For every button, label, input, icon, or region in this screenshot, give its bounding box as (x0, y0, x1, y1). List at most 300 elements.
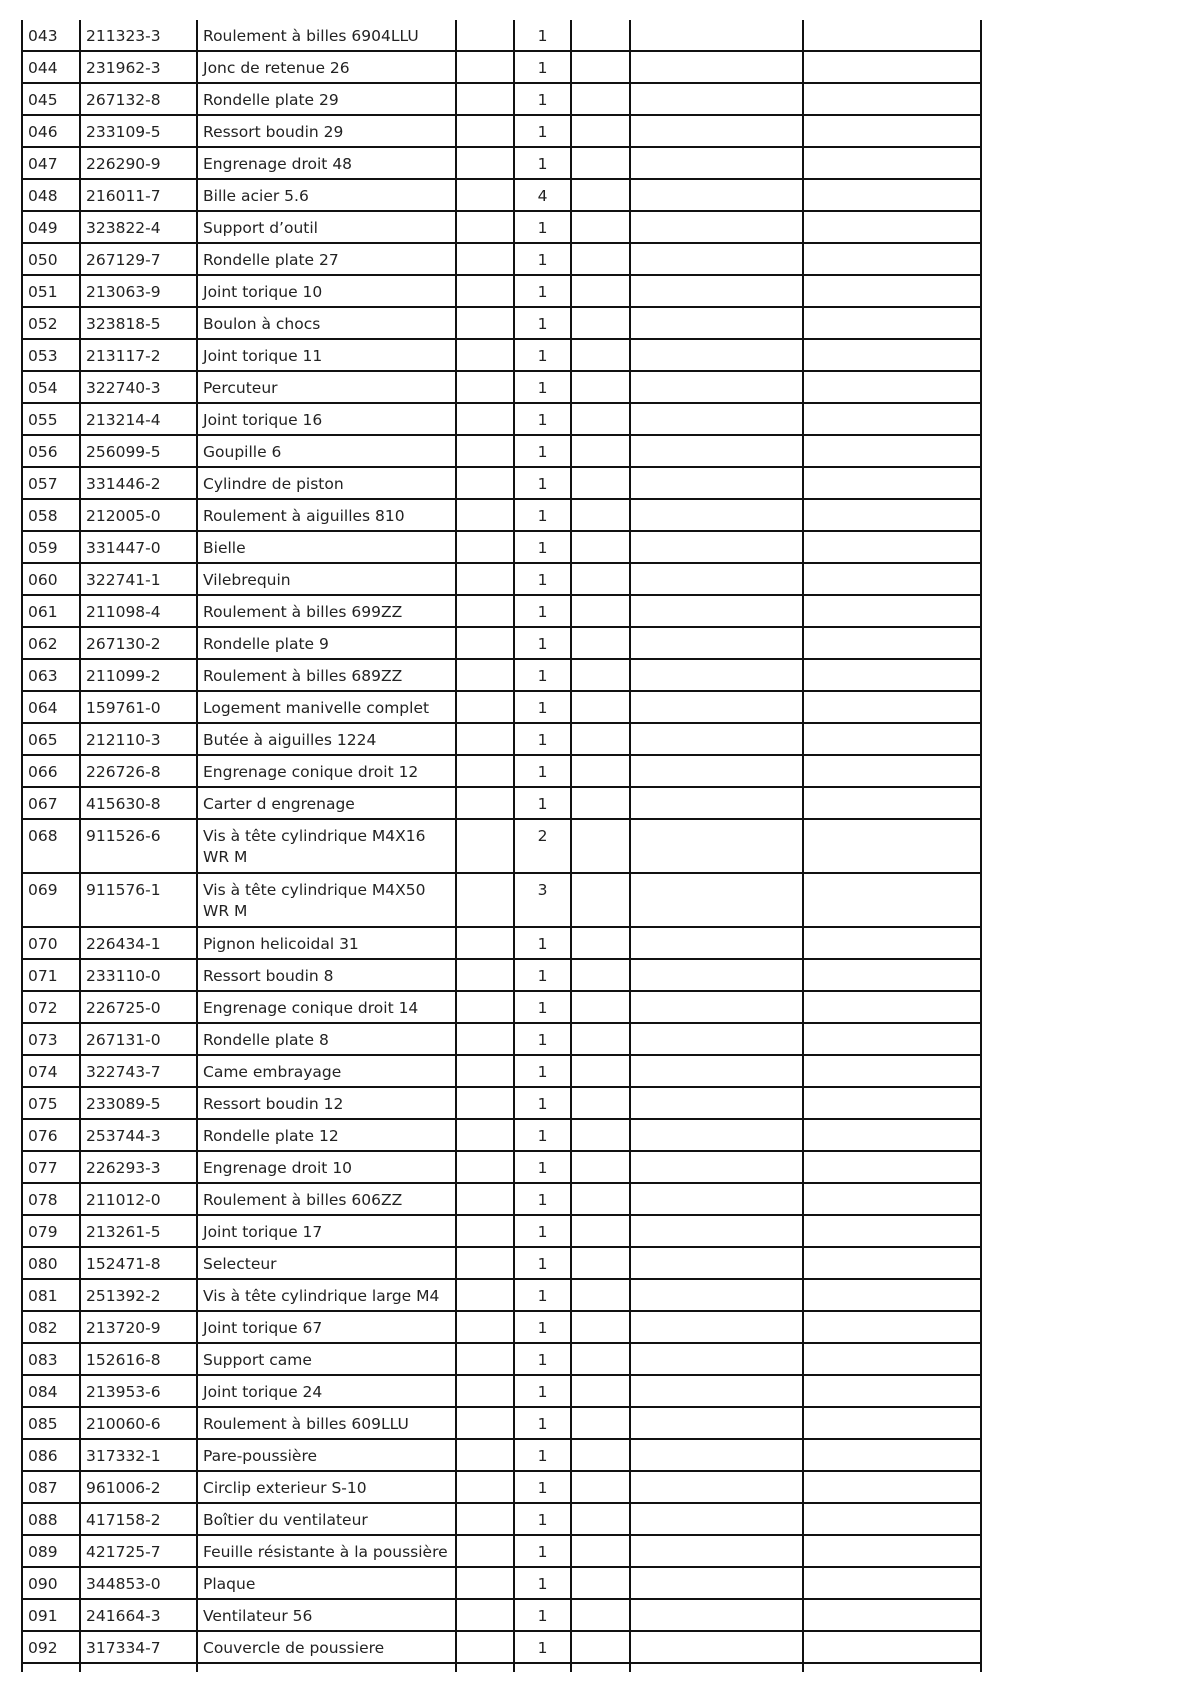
description-cell: Joint torique 10 (197, 275, 456, 307)
empty-cell (571, 873, 630, 927)
description-cell: Ressort boudin 8 (197, 959, 456, 991)
reference-cell: 317332-1 (80, 1439, 197, 1471)
empty-cell (571, 467, 630, 499)
empty-cell (456, 927, 514, 959)
reference-cell: 323818-5 (80, 307, 197, 339)
description-cell: Feuille résistante à la poussière (197, 1535, 456, 1567)
description-cell: Roulement à billes 689ZZ (197, 659, 456, 691)
empty-cell (456, 1247, 514, 1279)
empty-cell (456, 627, 514, 659)
empty-cell (571, 1375, 630, 1407)
description-cell: Joint torique 67 (197, 1311, 456, 1343)
part-number-cell: 054 (22, 371, 80, 403)
empty-cell (571, 563, 630, 595)
table-row (22, 435, 981, 467)
part-number-cell: 071 (22, 959, 80, 991)
empty-cell (456, 1663, 514, 1672)
empty-cell (197, 1663, 456, 1672)
empty-cell (630, 563, 803, 595)
table-row (22, 563, 981, 595)
empty-cell (456, 1215, 514, 1247)
quantity-cell: 1 (514, 243, 571, 275)
empty-cell (456, 403, 514, 435)
part-number-cell: 092 (22, 1631, 80, 1663)
reference-cell: 317334-7 (80, 1631, 197, 1663)
part-number-cell: 088 (22, 1503, 80, 1535)
part-number-cell: 052 (22, 307, 80, 339)
quantity-cell: 2 (514, 819, 571, 873)
quantity-cell: 1 (514, 275, 571, 307)
empty-cell (456, 307, 514, 339)
quantity-cell: 1 (514, 83, 571, 115)
empty-cell (571, 83, 630, 115)
parts-table (21, 20, 982, 1672)
empty-cell (803, 1119, 981, 1151)
description-cell: Couvercle de poussiere (197, 1631, 456, 1663)
empty-cell (571, 339, 630, 371)
quantity-cell: 1 (514, 115, 571, 147)
table-row (22, 243, 981, 275)
empty-cell (803, 1407, 981, 1439)
empty-cell (803, 1183, 981, 1215)
empty-cell (456, 1535, 514, 1567)
reference-cell: 233109-5 (80, 115, 197, 147)
part-number-cell: 080 (22, 1247, 80, 1279)
table-row (22, 691, 981, 723)
part-number-cell: 075 (22, 1087, 80, 1119)
empty-cell (803, 755, 981, 787)
table-row (22, 1407, 981, 1439)
empty-cell (456, 563, 514, 595)
part-number-cell: 044 (22, 51, 80, 83)
table-row (22, 531, 981, 563)
empty-cell (803, 1055, 981, 1087)
table-row (22, 755, 981, 787)
description-cell: Vis à tête cylindrique M4X50 WR M (197, 873, 456, 927)
reference-cell: 421725-7 (80, 1535, 197, 1567)
table-row (22, 1471, 981, 1503)
empty-cell (803, 1215, 981, 1247)
table-row (22, 211, 981, 243)
empty-cell (571, 1055, 630, 1087)
description-cell: Engrenage droit 48 (197, 147, 456, 179)
empty-cell (571, 1279, 630, 1311)
empty-cell (630, 1311, 803, 1343)
empty-cell (630, 691, 803, 723)
quantity-cell: 1 (514, 1599, 571, 1631)
empty-cell (803, 179, 981, 211)
empty-cell (630, 147, 803, 179)
empty-cell (803, 20, 981, 51)
table-row (22, 51, 981, 83)
empty-cell (803, 1343, 981, 1375)
empty-cell (803, 371, 981, 403)
empty-cell (456, 1599, 514, 1631)
empty-cell (571, 1119, 630, 1151)
reference-cell: 911576-1 (80, 873, 197, 927)
quantity-cell: 1 (514, 51, 571, 83)
description-cell: Vis à tête cylindrique large M4 (197, 1279, 456, 1311)
empty-cell (630, 211, 803, 243)
quantity-cell: 1 (514, 1535, 571, 1567)
empty-cell (571, 723, 630, 755)
part-number-cell: 073 (22, 1023, 80, 1055)
description-cell: Circlip exterieur S-10 (197, 1471, 456, 1503)
empty-cell (571, 755, 630, 787)
empty-cell (571, 691, 630, 723)
empty-cell (630, 51, 803, 83)
empty-cell (571, 211, 630, 243)
empty-cell (630, 1407, 803, 1439)
part-number-cell: 058 (22, 499, 80, 531)
empty-cell (803, 1023, 981, 1055)
description-cell: Ressort boudin 12 (197, 1087, 456, 1119)
table-row (22, 371, 981, 403)
empty-cell (803, 499, 981, 531)
empty-cell (456, 787, 514, 819)
empty-cell (630, 20, 803, 51)
description-cell: Joint torique 16 (197, 403, 456, 435)
empty-cell (630, 1087, 803, 1119)
empty-cell (630, 499, 803, 531)
empty-cell (456, 1087, 514, 1119)
empty-cell (803, 403, 981, 435)
reference-cell: 251392-2 (80, 1279, 197, 1311)
reference-cell: 267132-8 (80, 83, 197, 115)
empty-cell (803, 927, 981, 959)
description-cell: Carter d engrenage (197, 787, 456, 819)
empty-cell (456, 1471, 514, 1503)
part-number-cell: 082 (22, 1311, 80, 1343)
reference-cell: 213214-4 (80, 403, 197, 435)
table-row (22, 1503, 981, 1535)
quantity-cell: 1 (514, 371, 571, 403)
table-row (22, 873, 981, 927)
quantity-cell: 1 (514, 307, 571, 339)
part-number-cell: 074 (22, 1055, 80, 1087)
quantity-cell: 1 (514, 1375, 571, 1407)
quantity-cell: 1 (514, 959, 571, 991)
reference-cell: 344853-0 (80, 1567, 197, 1599)
empty-cell (456, 51, 514, 83)
quantity-cell: 1 (514, 211, 571, 243)
empty-cell (803, 659, 981, 691)
part-number-cell: 066 (22, 755, 80, 787)
empty-cell (803, 1471, 981, 1503)
table-row (22, 1439, 981, 1471)
empty-cell (630, 1439, 803, 1471)
empty-cell (456, 819, 514, 873)
empty-cell (630, 1375, 803, 1407)
quantity-cell: 4 (514, 179, 571, 211)
reference-cell: 213720-9 (80, 1311, 197, 1343)
table-row (22, 1087, 981, 1119)
description-cell: Bielle (197, 531, 456, 563)
part-number-cell: 079 (22, 1215, 80, 1247)
empty-cell (630, 1631, 803, 1663)
empty-cell (630, 627, 803, 659)
empty-cell (630, 659, 803, 691)
empty-cell (571, 51, 630, 83)
quantity-cell: 1 (514, 691, 571, 723)
description-cell: Jonc de retenue 26 (197, 51, 456, 83)
empty-cell (571, 1247, 630, 1279)
empty-cell (630, 1567, 803, 1599)
reference-cell: 213063-9 (80, 275, 197, 307)
empty-cell (630, 115, 803, 147)
empty-cell (803, 1535, 981, 1567)
part-number-cell: 051 (22, 275, 80, 307)
table-row-continued (22, 1663, 981, 1672)
empty-cell (456, 531, 514, 563)
part-number-cell: 078 (22, 1183, 80, 1215)
empty-cell (630, 595, 803, 627)
empty-cell (630, 723, 803, 755)
part-number-cell: 050 (22, 243, 80, 275)
empty-cell (803, 1439, 981, 1471)
description-cell: Joint torique 17 (197, 1215, 456, 1247)
empty-cell (456, 211, 514, 243)
empty-cell (22, 1663, 80, 1672)
empty-cell (630, 1119, 803, 1151)
part-number-cell: 045 (22, 83, 80, 115)
part-number-cell: 090 (22, 1567, 80, 1599)
description-cell: Roulement à billes 606ZZ (197, 1183, 456, 1215)
reference-cell: 226290-9 (80, 147, 197, 179)
reference-cell: 213117-2 (80, 339, 197, 371)
empty-cell (571, 991, 630, 1023)
description-cell: Vilebrequin (197, 563, 456, 595)
empty-cell (571, 275, 630, 307)
table-row (22, 1343, 981, 1375)
part-number-cell: 053 (22, 339, 80, 371)
table-row (22, 20, 981, 51)
empty-cell (456, 1503, 514, 1535)
table-row (22, 1567, 981, 1599)
empty-cell (803, 1567, 981, 1599)
quantity-cell: 1 (514, 1183, 571, 1215)
empty-cell (803, 51, 981, 83)
empty-cell (456, 1567, 514, 1599)
empty-cell (456, 467, 514, 499)
empty-cell (456, 83, 514, 115)
empty-cell (630, 1663, 803, 1672)
empty-cell (803, 563, 981, 595)
description-cell: Support came (197, 1343, 456, 1375)
table-row (22, 1151, 981, 1183)
reference-cell: 961006-2 (80, 1471, 197, 1503)
quantity-cell: 1 (514, 1151, 571, 1183)
table-row (22, 115, 981, 147)
empty-cell (630, 531, 803, 563)
reference-cell: 211098-4 (80, 595, 197, 627)
reference-cell: 213261-5 (80, 1215, 197, 1247)
quantity-cell: 1 (514, 723, 571, 755)
table-row (22, 627, 981, 659)
reference-cell: 212110-3 (80, 723, 197, 755)
quantity-cell: 1 (514, 627, 571, 659)
reference-cell: 211323-3 (80, 20, 197, 51)
empty-cell (456, 371, 514, 403)
empty-cell (803, 243, 981, 275)
description-cell: Engrenage conique droit 12 (197, 755, 456, 787)
reference-cell: 233110-0 (80, 959, 197, 991)
quantity-cell: 1 (514, 147, 571, 179)
quantity-cell: 1 (514, 1215, 571, 1247)
empty-cell (803, 1311, 981, 1343)
reference-cell: 417158-2 (80, 1503, 197, 1535)
part-number-cell: 064 (22, 691, 80, 723)
description-cell: Support d’outil (197, 211, 456, 243)
empty-cell (571, 179, 630, 211)
description-cell: Goupille 6 (197, 435, 456, 467)
empty-cell (630, 991, 803, 1023)
empty-cell (456, 179, 514, 211)
quantity-cell: 1 (514, 435, 571, 467)
empty-cell (571, 403, 630, 435)
empty-cell (456, 991, 514, 1023)
table-row (22, 179, 981, 211)
empty-cell (803, 339, 981, 371)
empty-cell (456, 723, 514, 755)
empty-cell (630, 1279, 803, 1311)
empty-cell (630, 755, 803, 787)
empty-cell (630, 1215, 803, 1247)
description-cell: Roulement à billes 6904LLU (197, 20, 456, 51)
description-cell: Plaque (197, 1567, 456, 1599)
empty-cell (571, 1183, 630, 1215)
reference-cell: 211099-2 (80, 659, 197, 691)
part-number-cell: 065 (22, 723, 80, 755)
table-row (22, 499, 981, 531)
description-cell: Ventilateur 56 (197, 1599, 456, 1631)
empty-cell (803, 723, 981, 755)
description-cell: Rondelle plate 12 (197, 1119, 456, 1151)
part-number-cell: 084 (22, 1375, 80, 1407)
description-cell: Cylindre de piston (197, 467, 456, 499)
empty-cell (571, 1631, 630, 1663)
description-cell: Rondelle plate 9 (197, 627, 456, 659)
empty-cell (456, 115, 514, 147)
empty-cell (630, 959, 803, 991)
empty-cell (456, 959, 514, 991)
empty-cell (456, 1407, 514, 1439)
empty-cell (571, 1343, 630, 1375)
empty-cell (571, 307, 630, 339)
empty-cell (456, 1279, 514, 1311)
empty-cell (571, 1023, 630, 1055)
reference-cell: 911526-6 (80, 819, 197, 873)
empty-cell (456, 1119, 514, 1151)
description-cell: Boulon à chocs (197, 307, 456, 339)
empty-cell (803, 147, 981, 179)
table-row (22, 1215, 981, 1247)
quantity-cell: 1 (514, 1439, 571, 1471)
empty-cell (571, 1215, 630, 1247)
description-cell: Pignon helicoidal 31 (197, 927, 456, 959)
empty-cell (803, 307, 981, 339)
empty-cell (571, 627, 630, 659)
reference-cell: 322743-7 (80, 1055, 197, 1087)
table-row (22, 1631, 981, 1663)
table-row (22, 787, 981, 819)
table-row (22, 659, 981, 691)
empty-cell (630, 1023, 803, 1055)
description-cell: Roulement à billes 699ZZ (197, 595, 456, 627)
empty-cell (456, 1439, 514, 1471)
quantity-cell: 1 (514, 1567, 571, 1599)
table-row (22, 595, 981, 627)
description-cell: Joint torique 11 (197, 339, 456, 371)
table-row (22, 1055, 981, 1087)
quantity-cell: 1 (514, 991, 571, 1023)
part-number-cell: 049 (22, 211, 80, 243)
quantity-cell: 3 (514, 873, 571, 927)
empty-cell (630, 435, 803, 467)
description-cell: Butée à aiguilles 1224 (197, 723, 456, 755)
description-cell: Rondelle plate 8 (197, 1023, 456, 1055)
table-row (22, 467, 981, 499)
reference-cell: 226725-0 (80, 991, 197, 1023)
empty-cell (803, 1375, 981, 1407)
part-number-cell: 059 (22, 531, 80, 563)
empty-cell (571, 1503, 630, 1535)
empty-cell (456, 20, 514, 51)
quantity-cell: 1 (514, 1631, 571, 1663)
empty-cell (630, 1535, 803, 1567)
part-number-cell: 043 (22, 20, 80, 51)
quantity-cell: 1 (514, 1471, 571, 1503)
quantity-cell: 1 (514, 1311, 571, 1343)
description-cell: Boîtier du ventilateur (197, 1503, 456, 1535)
reference-cell: 415630-8 (80, 787, 197, 819)
empty-cell (571, 1151, 630, 1183)
part-number-cell: 077 (22, 1151, 80, 1183)
empty-cell (803, 787, 981, 819)
reference-cell: 241664-3 (80, 1599, 197, 1631)
empty-cell (630, 1247, 803, 1279)
empty-cell (571, 147, 630, 179)
description-cell: Selecteur (197, 1247, 456, 1279)
reference-cell: 256099-5 (80, 435, 197, 467)
quantity-cell: 1 (514, 595, 571, 627)
quantity-cell: 1 (514, 1023, 571, 1055)
reference-cell: 212005-0 (80, 499, 197, 531)
reference-cell: 331447-0 (80, 531, 197, 563)
part-number-cell: 067 (22, 787, 80, 819)
empty-cell (630, 339, 803, 371)
empty-cell (456, 1183, 514, 1215)
empty-cell (571, 499, 630, 531)
description-cell: Bille acier 5.6 (197, 179, 456, 211)
part-number-cell: 086 (22, 1439, 80, 1471)
quantity-cell: 1 (514, 1343, 571, 1375)
quantity-cell: 1 (514, 1055, 571, 1087)
table-row (22, 1183, 981, 1215)
part-number-cell: 063 (22, 659, 80, 691)
part-number-cell: 085 (22, 1407, 80, 1439)
empty-cell (630, 403, 803, 435)
empty-cell (571, 1471, 630, 1503)
reference-cell: 226293-3 (80, 1151, 197, 1183)
description-cell: Rondelle plate 27 (197, 243, 456, 275)
empty-cell (456, 1631, 514, 1663)
reference-cell: 213953-6 (80, 1375, 197, 1407)
description-cell: Roulement à aiguilles 810 (197, 499, 456, 531)
table-row (22, 1311, 981, 1343)
table-row (22, 83, 981, 115)
empty-cell (571, 1439, 630, 1471)
